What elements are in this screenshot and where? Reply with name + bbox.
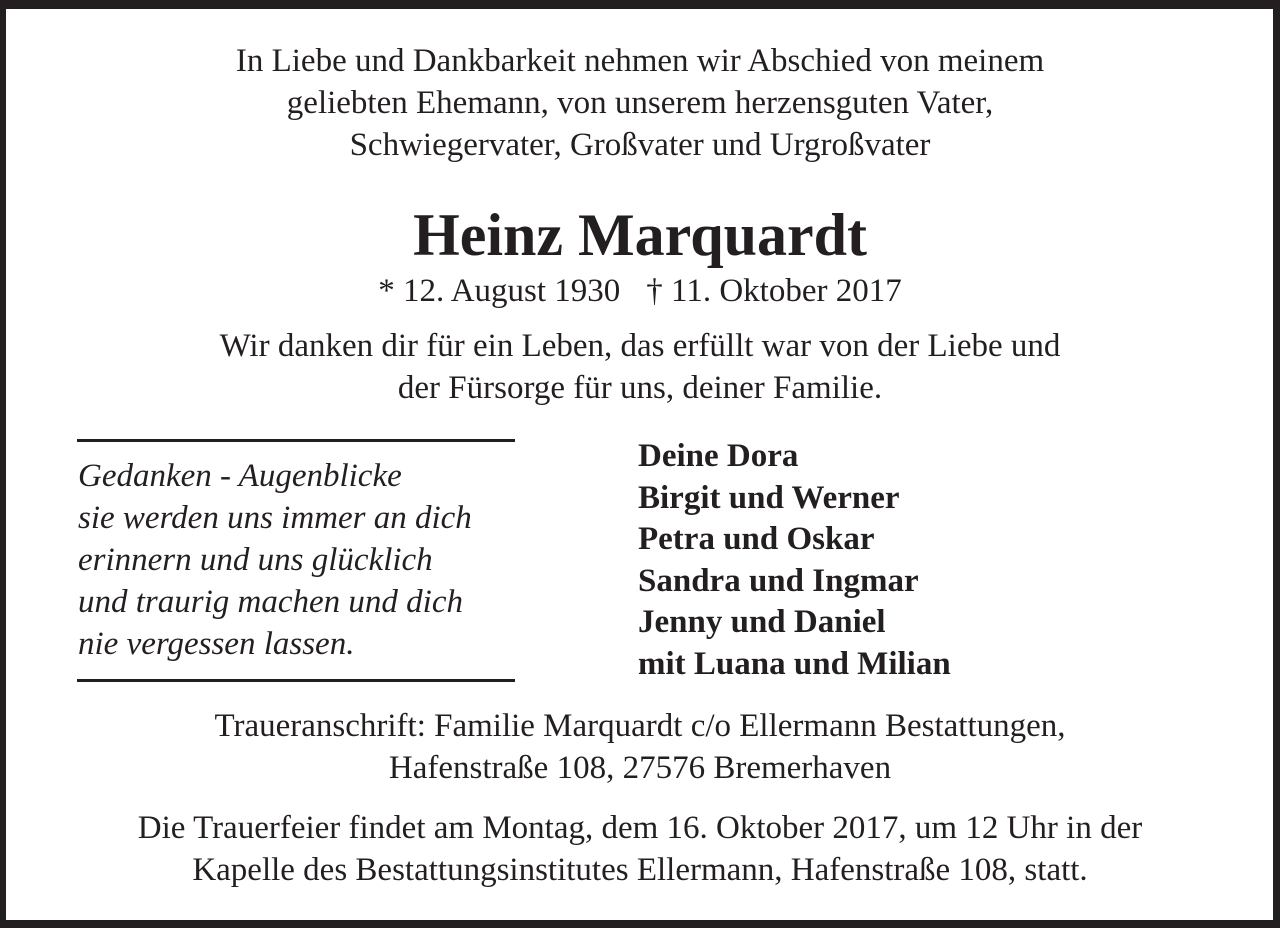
deceased-name: Heinz Marquardt (413, 202, 867, 268)
poem-line: erinnern und uns glücklich (78, 542, 433, 578)
poem-top-rule (77, 439, 515, 442)
birth-date: * 12. August 1930 (378, 273, 621, 309)
mourning-address (0, 705, 1280, 789)
family-line: Deine Dora (638, 438, 799, 474)
family-line: mit Luana und Milian (638, 645, 951, 682)
service-line: Kapelle des Bestattungsinstitutes Ellermann, Hafenstraße 108, statt. (192, 852, 1088, 888)
poem-line: und traurig machen und dich (78, 584, 463, 620)
poem-bottom-rule (77, 679, 515, 682)
death-date: † 11. Oktober 2017 (646, 273, 902, 309)
poem-line: Gedanken - Augenblicke (78, 458, 402, 494)
family-signatures (638, 436, 1198, 685)
intro-line: Schwiegervater, Großvater und Urgroßvater (349, 127, 931, 163)
intro-text (0, 40, 1280, 166)
funeral-service-info (0, 807, 1280, 891)
intro-line: geliebten Ehemann, von unserem herzensguten Vater, (286, 85, 994, 121)
family-line: Birgit und Werner (638, 479, 900, 516)
thanks-line: der Fürsorge für uns, deiner Familie. (397, 370, 883, 406)
poem-line: sie werden uns immer an dich (78, 500, 472, 536)
thanks-text (0, 325, 1280, 409)
address-line: Hafenstraße 108, 27576 Bremerhaven (388, 750, 892, 786)
life-dates (0, 270, 1280, 312)
service-line: Die Trauerfeier findet am Montag, dem 16. Oktober 2017, um 12 Uhr in der (137, 810, 1143, 846)
thanks-line: Wir danken dir für ein Leben, das erfüllt war von der Liebe und (219, 328, 1061, 364)
poem (78, 455, 538, 665)
family-line: Jenny und Daniel (638, 604, 886, 640)
family-line: Sandra und Ingmar (638, 562, 919, 599)
family-line: Petra und Oskar (638, 521, 875, 557)
intro-line: In Liebe und Dankbarkeit nehmen wir Abschied von meinem (235, 43, 1045, 79)
address-line: Traueranschrift: Familie Marquardt c/o Ellermann Bestattungen, (214, 708, 1066, 744)
poem-line: nie vergessen lassen. (78, 626, 355, 662)
